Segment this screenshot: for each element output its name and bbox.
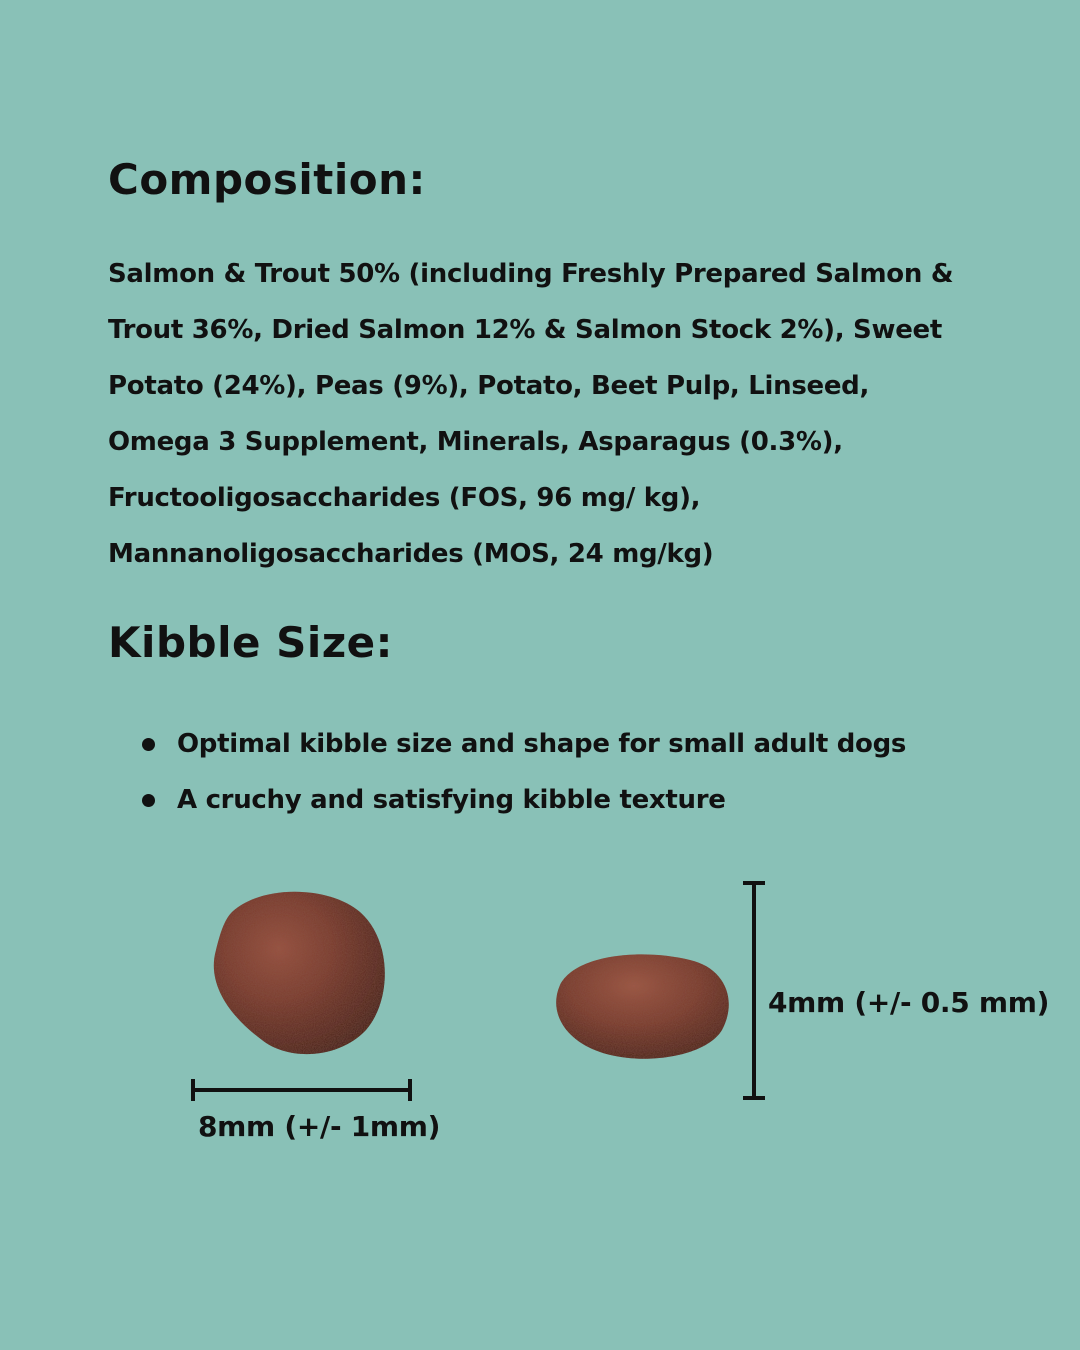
height-measure-line xyxy=(745,883,763,1098)
width-measure-line xyxy=(193,1081,410,1099)
kibble-width-label: 8mm (+/- 1mm) xyxy=(198,1110,441,1143)
composition-heading: Composition: xyxy=(108,155,426,204)
kibble-height-label: 4mm (+/- 0.5 mm) xyxy=(768,986,1050,1019)
kibble-top-view xyxy=(214,892,385,1054)
kibble-feature-text: Optimal kibble size and shape for small adult dogs xyxy=(177,729,907,759)
composition-ingredients-text: Salmon & Trout 50% (including Freshly Prepared Salmon & Trout 36%, Dried Salmon 12% & Salmon Stock 2%), Sweet Potato (24%), Peas (9%), Potato, Beet Pulp, Linseed, Omega 3 Supplement, Minerals, Asparagus (0.3%), Fructooligosaccharides (FOS, 96 mg/ kg), Mannanoligosaccharides (MOS, 24 mg/kg) xyxy=(108,259,954,569)
kibble-feature-text: A cruchy and satisfying kibble texture xyxy=(177,785,726,815)
kibble-size-heading: Kibble Size: xyxy=(108,618,393,667)
kibble-side-view xyxy=(556,954,729,1058)
